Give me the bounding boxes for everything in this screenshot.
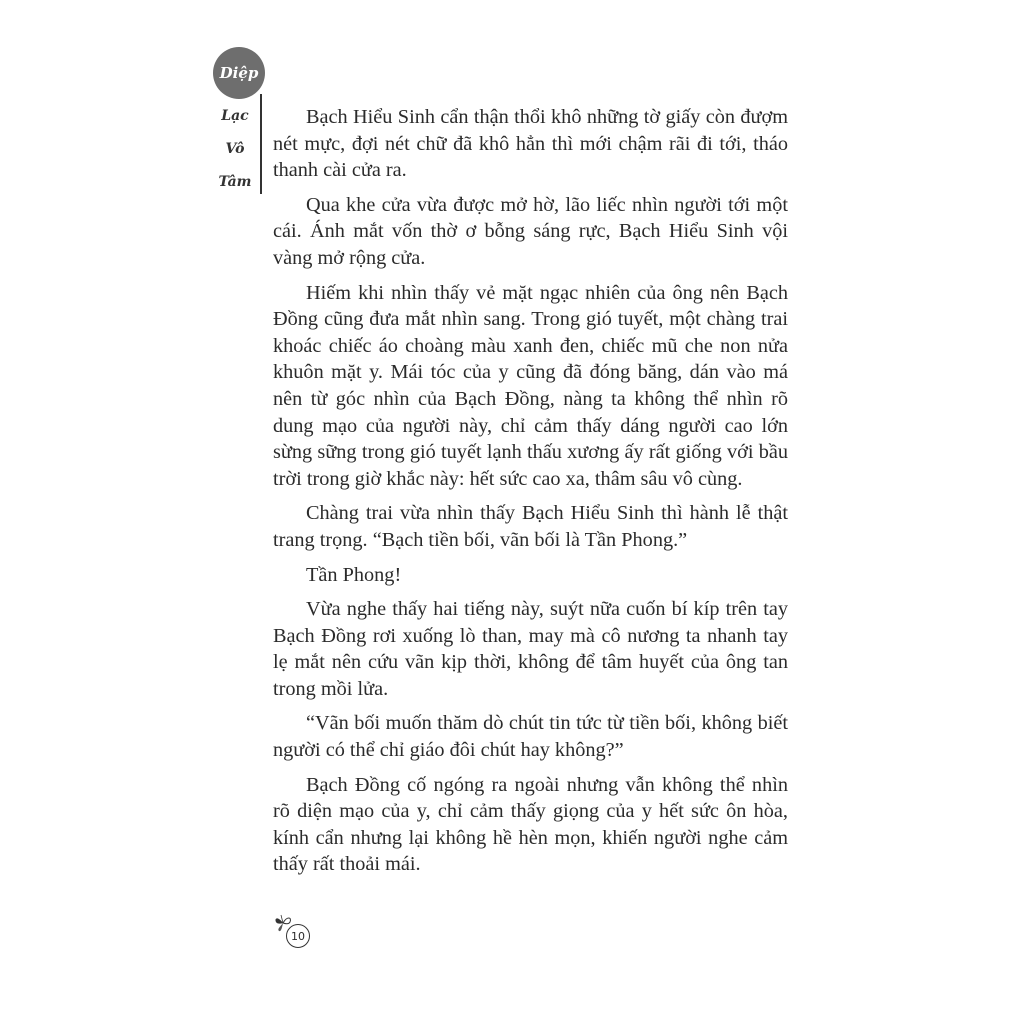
paragraph: “Vãn bối muốn thăm dò chút tin tức từ tiền bối, không biết người có thể chỉ giáo đôi chút hay không?”	[273, 712, 788, 762]
author-name: Diệp	[219, 64, 259, 82]
title-divider	[260, 94, 262, 194]
book-title-vertical	[212, 100, 258, 199]
paragraph: Qua khe cửa vừa được mở hờ, lão liếc nhìn người tới một cái. Ánh mắt vốn thờ ơ bỗng sáng rực, Bạch Hiểu Sinh vội vàng mở rộng cửa.	[273, 193, 788, 269]
paragraph: Chàng trai vừa nhìn thấy Bạch Hiểu Sinh thì hành lễ thật trang trọng. “Bạch tiền bối, vãn bối là Tần Phong.”	[273, 502, 788, 551]
page-number: 10	[286, 924, 310, 948]
paragraph: Bạch Hiểu Sinh cẩn thận thổi khô những tờ giấy còn đượm nét mực, đợi nét chữ đã khô hẳn thì mới chậm rãi đi tới, tháo thanh cài cửa ra.	[273, 106, 788, 182]
paragraph: Tần Phong!	[306, 563, 402, 586]
body-text	[273, 104, 788, 886]
paragraph: Vừa nghe thấy hai tiếng này, suýt nữa cuốn bí kíp trên tay Bạch Đồng rơi xuống lò than, may mà cô nương ta nhanh tay lẹ mắt nên cứu vãn kịp thời, không để tâm huyết của ông tan trong mồi lửa.	[273, 598, 788, 700]
author-badge	[213, 47, 265, 99]
title-word: Tâm	[218, 174, 252, 190]
title-word: Vô	[225, 141, 245, 157]
page-footer	[272, 912, 322, 952]
title-word: Lạc	[221, 108, 249, 124]
paragraph: Hiếm khi nhìn thấy vẻ mặt ngạc nhiên của ông nên Bạch Đồng cũng đưa mắt nhìn sang. Trong gió tuyết, một chàng trai khoác chiếc áo choàng màu xanh đen, chiếc mũ che non nửa khuôn mặt y. Mái tóc của y cũng đã đóng băng, dán vào má nên từ góc nhìn của Bạch Đồng, nàng ta không thể nhìn rõ dung mạo của người này, chỉ cảm thấy dáng người cao lớn sừng sững trong gió tuyết lạnh thấu xương ấy rất giống với bầu trời trong giờ khắc này: hết sức cao xa, thâm sâu vô cùng.	[273, 281, 788, 490]
paragraph: Bạch Đồng cố ngóng ra ngoài nhưng vẫn không thể nhìn rõ diện mạo của y, chỉ cảm thấy giọng của y hết sức ôn hòa, kính cẩn nhưng lại không hề hèn mọn, khiến người nghe cảm thấy rất thoải mái.	[273, 773, 788, 876]
